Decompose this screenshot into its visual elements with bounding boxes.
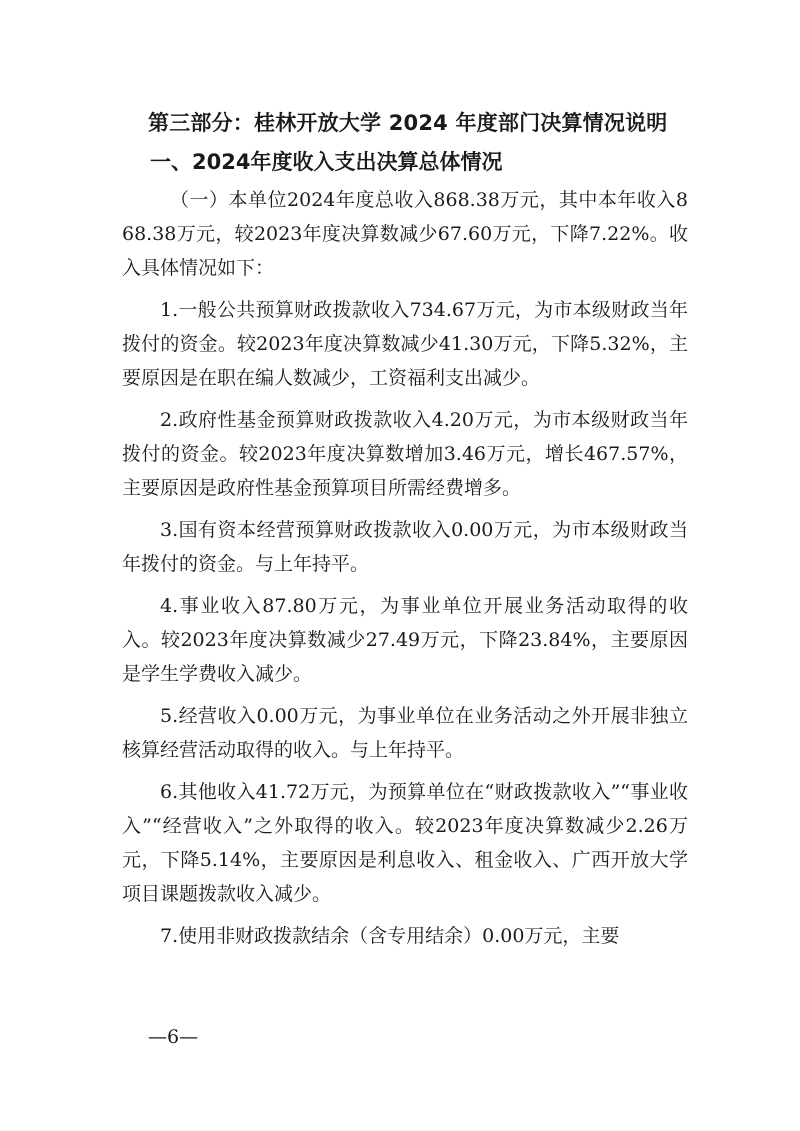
paragraph-non-fiscal-surplus: 7.使用非财政拨款结余（含专用结余）0.00万元，主要 [160,925,620,947]
paragraph-operating-income: 5.经营收入0.00万元，为事业单位在业务活动之外开展非独立核算经营活动取得的收入。与上年持平。 [122,705,688,761]
document-body [122,183,688,961]
section-heading: 一、2024年度收入支出决算总体情况 [150,150,503,174]
page-title: 第三部分：桂林开放大学 2024 年度部门决算情况说明 [148,111,668,135]
paragraph-general-budget: 1.一般公共预算财政拨款收入734.67万元，为市本级财政当年拨付的资金。较2023年度决算数减少41.30万元，下降5.32%，主要原因是在职在编人数减少，工资福利支出减少。 [122,299,688,389]
paragraph-business-income: 4.事业收入87.80万元，为事业单位开展业务活动取得的收入。较2023年度决算数减少27.49万元，下降23.84%，主要原因是学生学费收入减少。 [122,595,688,685]
page-number: —6— [148,1026,199,1048]
paragraph-state-capital: 3.国有资本经营预算财政拨款收入0.00万元，为市本级财政当年拨付的资金。与上年持平。 [122,519,688,575]
paragraph-total-income: （一）本单位2024年度总收入868.38万元，其中本年收入868.38万元，较2023年度决算数减少67.60万元，下降7.22%。收入具体情况如下： [122,189,688,279]
paragraph-government-fund: 2.政府性基金预算财政拨款收入4.20万元，为市本级财政当年拨付的资金。较2023年度决算数增加3.46万元，增长467.57%，主要原因是政府性基金预算项目所需经费增多。 [122,409,688,499]
paragraph-other-income: 6.其他收入41.72万元，为预算单位在“财政拨款收入”“事业收入”“经营收入”之外取得的收入。较2023年度决算数减少2.26万元，下降5.14%，主要原因是利息收入、租金收入、广西开放大学项目课题拨款收入减少。 [122,781,688,905]
